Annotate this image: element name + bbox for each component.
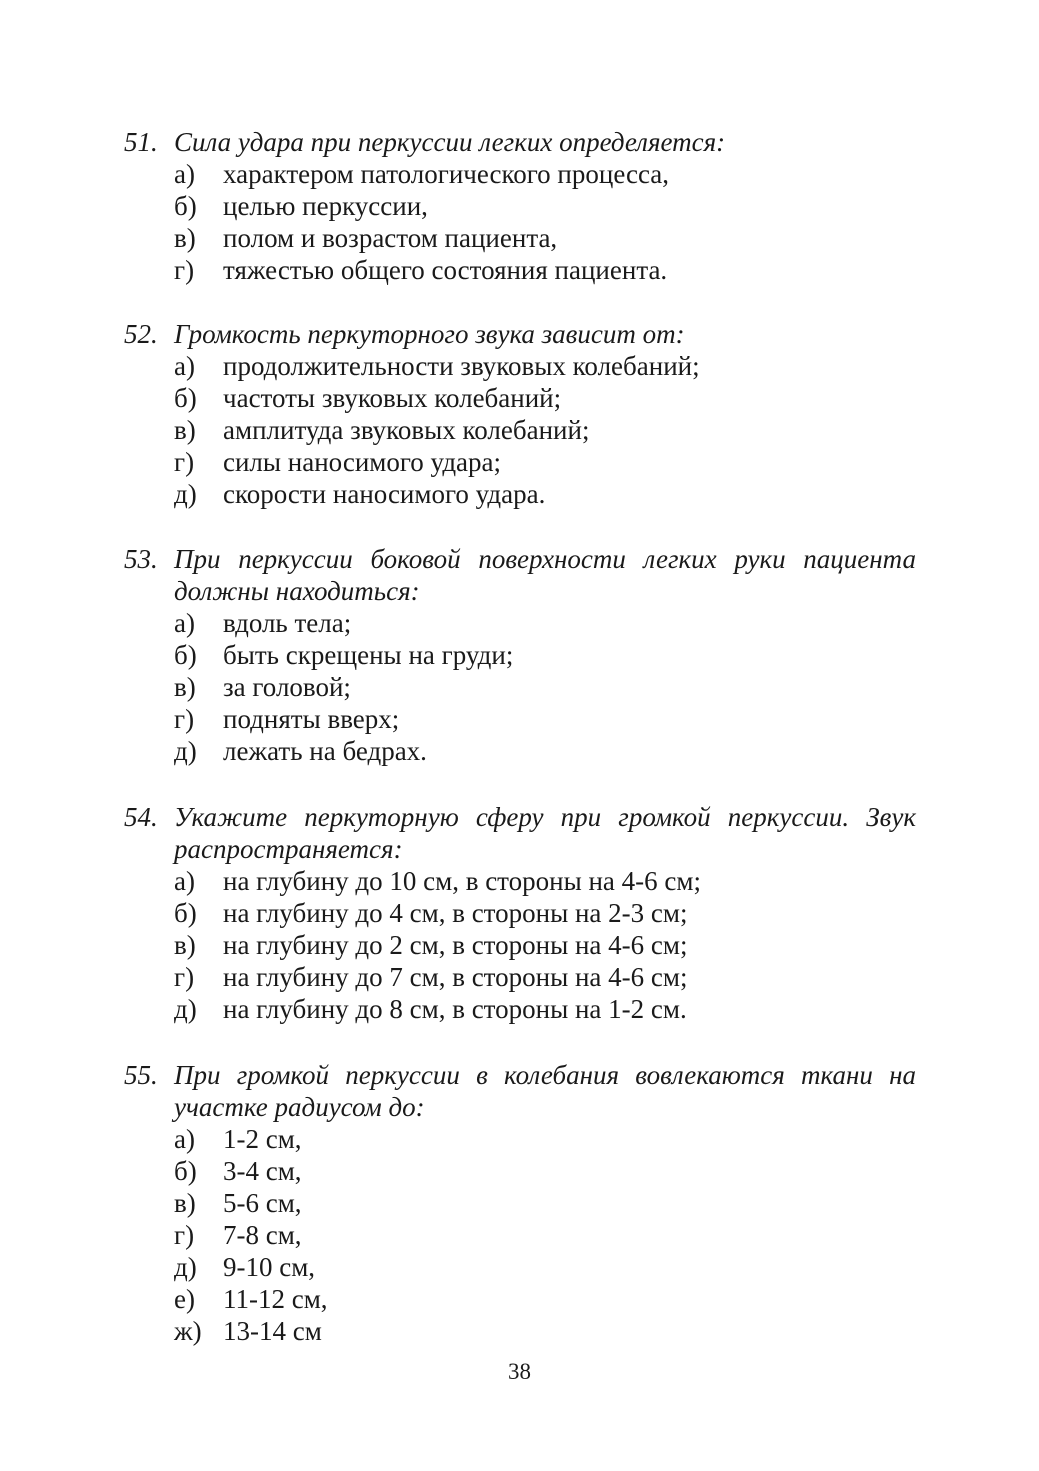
option-text: на глубину до 10 см, в стороны на 4-6 см;: [223, 866, 701, 896]
option-text: скорости наносимого удара.: [223, 479, 546, 509]
answer-option: [174, 735, 916, 767]
answer-option: [174, 1219, 916, 1251]
option-text: за головой;: [223, 672, 351, 702]
option-text: 1-2 см,: [223, 1124, 302, 1154]
answer-option: [174, 993, 916, 1025]
option-text: на глубину до 8 см, в стороны на 1-2 см.: [223, 994, 687, 1024]
option-text: вдоль тела;: [223, 608, 352, 638]
question-header: [124, 1059, 916, 1123]
option-text: 7-8 см,: [223, 1220, 302, 1250]
option-text: лежать на бедрах.: [223, 736, 427, 766]
answer-option: [174, 190, 916, 222]
answer-option: [174, 1123, 916, 1155]
question-51: [124, 126, 916, 286]
answer-option: [174, 865, 916, 897]
option-letter: д): [174, 479, 197, 509]
option-letter: г): [174, 255, 195, 285]
option-text: 5-6 см,: [223, 1188, 302, 1218]
answer-option: [174, 158, 916, 190]
answer-option: [174, 897, 916, 929]
option-text: 11-12 см,: [223, 1284, 328, 1314]
question-number: 54.: [124, 802, 158, 832]
option-text: подняты вверх;: [223, 704, 400, 734]
option-text: полом и возрастом пациента,: [223, 223, 558, 253]
question-text: При громкой перкуссии в колебания вовлекаются ткани на участке радиусом до:: [174, 1060, 916, 1122]
option-letter: в): [174, 672, 196, 702]
answer-options: [124, 865, 916, 1025]
option-letter: б): [174, 898, 197, 928]
question-number: 55.: [124, 1060, 158, 1090]
option-letter: б): [174, 383, 197, 413]
option-letter: д): [174, 736, 197, 766]
question-number: 52.: [124, 319, 158, 349]
option-text: силы наносимого удара;: [223, 447, 502, 477]
question-text: Укажите перкуторную сферу при громкой перкуссии. Звук распространяется:: [174, 802, 916, 864]
option-letter: в): [174, 1188, 196, 1218]
answer-option: [174, 414, 916, 446]
question-number: 51.: [124, 127, 158, 157]
option-text: на глубину до 7 см, в стороны на 4-6 см;: [223, 962, 688, 992]
answer-option: [174, 961, 916, 993]
answer-option: [174, 382, 916, 414]
answer-option: [174, 1187, 916, 1219]
answer-option: [174, 929, 916, 961]
answer-option: [174, 607, 916, 639]
answer-options: [124, 350, 916, 510]
answer-options: [124, 158, 916, 286]
question-number: 53.: [124, 544, 158, 574]
answer-option: [174, 446, 916, 478]
question-52: [124, 318, 916, 510]
option-letter: а): [174, 608, 195, 638]
option-text: быть скрещены на груди;: [223, 640, 514, 670]
answer-options: [124, 1123, 916, 1347]
answer-option: [174, 222, 916, 254]
option-text: целью перкуссии,: [223, 191, 428, 221]
answer-option: [174, 350, 916, 382]
option-letter: г): [174, 1220, 195, 1250]
option-text: 13-14 см: [223, 1316, 322, 1346]
question-text: При перкуссии боковой поверхности легких руки пациента должны находиться:: [174, 544, 916, 606]
answer-option: [174, 703, 916, 735]
question-text: Громкость перкуторного звука зависит от:: [174, 319, 685, 349]
option-text: частоты звуковых колебаний;: [223, 383, 562, 413]
answer-option: [174, 671, 916, 703]
question-header: [124, 543, 916, 607]
option-letter: е): [174, 1284, 195, 1314]
option-letter: а): [174, 866, 195, 896]
option-letter: в): [174, 415, 196, 445]
option-letter: а): [174, 351, 195, 381]
question-header: [124, 318, 916, 350]
answer-options: [124, 607, 916, 767]
question-header: [124, 801, 916, 865]
question-header: [124, 126, 916, 158]
option-text: на глубину до 2 см, в стороны на 4-6 см;: [223, 930, 688, 960]
answer-option: [174, 254, 916, 286]
option-text: 9-10 см,: [223, 1252, 316, 1282]
option-letter: г): [174, 962, 195, 992]
option-text: на глубину до 4 см, в стороны на 2-3 см;: [223, 898, 688, 928]
option-letter: а): [174, 159, 195, 189]
page-number: 38: [508, 1359, 531, 1384]
option-letter: в): [174, 223, 196, 253]
answer-option: [174, 1155, 916, 1187]
option-letter: б): [174, 191, 197, 221]
question-text: Сила удара при перкуссии легких определяется:: [174, 127, 726, 157]
option-letter: д): [174, 994, 197, 1024]
option-letter: д): [174, 1252, 197, 1282]
option-letter: б): [174, 1156, 197, 1186]
answer-option: [174, 1283, 916, 1315]
option-letter: ж): [174, 1316, 202, 1346]
option-text: тяжестью общего состояния пациента.: [223, 255, 668, 285]
option-text: продолжительности звуковых колебаний;: [223, 351, 700, 381]
answer-option: [174, 1251, 916, 1283]
question-54: [124, 801, 916, 1025]
question-53: [124, 543, 916, 767]
option-letter: а): [174, 1124, 195, 1154]
option-text: характером патологического процесса,: [223, 159, 670, 189]
answer-option: [174, 639, 916, 671]
answer-option: [174, 478, 916, 510]
option-letter: г): [174, 704, 195, 734]
option-text: 3-4 см,: [223, 1156, 302, 1186]
option-text: амплитуда звуковых колебаний;: [223, 415, 590, 445]
question-55: [124, 1059, 916, 1347]
option-letter: б): [174, 640, 197, 670]
answer-option: [174, 1315, 916, 1347]
option-letter: в): [174, 930, 196, 960]
option-letter: г): [174, 447, 195, 477]
